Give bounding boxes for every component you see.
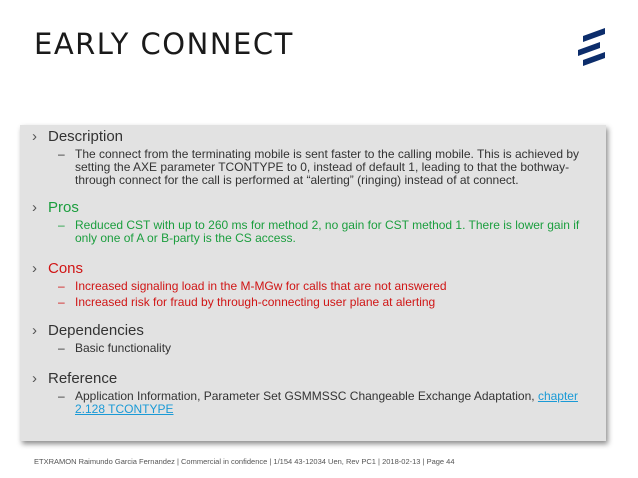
dependencies-text: Basic functionality bbox=[75, 341, 172, 355]
dependencies-heading: Dependencies bbox=[48, 322, 144, 339]
cons-item-1: Increased signaling load in the M-MGw for calls that are not answered bbox=[75, 279, 447, 293]
cons-heading: Cons bbox=[48, 260, 84, 277]
reference-description: Application Information, Parameter Set GSMMSSC Changeable Exchange Adaptation, bbox=[75, 389, 538, 403]
reference-chapter-link[interactable]: chapter 2.128 TCONTYPE bbox=[75, 389, 578, 417]
ericsson-logo-icon bbox=[574, 24, 608, 68]
dash-icon: – bbox=[58, 218, 65, 232]
slide-title: EARLY CONNECT bbox=[34, 27, 294, 61]
dash-icon: – bbox=[58, 147, 65, 161]
bullet-chevron-icon: › bbox=[32, 260, 37, 277]
reference-text bbox=[75, 390, 593, 416]
dash-icon: – bbox=[58, 295, 65, 309]
slide-footer: ETXRAMON Raimundo Garcia Fernandez | Commercial in confidence | 1/154 43-12034 Uen, Rev PC1 | 2018-02-13 | Page 44 bbox=[34, 457, 455, 466]
reference-heading: Reference bbox=[48, 370, 118, 387]
description-section bbox=[20, 128, 606, 190]
dash-icon: – bbox=[58, 341, 65, 355]
dependencies-section bbox=[20, 322, 606, 358]
description-heading: Description bbox=[48, 128, 124, 145]
bullet-chevron-icon: › bbox=[32, 322, 37, 339]
description-text: The connect from the terminating mobile is sent faster to the calling mobile. This is achieved by setting the AXE parameter TCONTYPE to 0, instead of default 1, leading to that the bothway-through connect for the call is performed at “alerting” (ringing) instead of at connect. bbox=[75, 147, 580, 188]
content-panel bbox=[20, 125, 606, 441]
bullet-chevron-icon: › bbox=[32, 199, 37, 216]
dash-icon: – bbox=[58, 389, 65, 403]
bullet-chevron-icon: › bbox=[32, 370, 37, 387]
pros-heading: Pros bbox=[48, 199, 79, 216]
cons-item-2: Increased risk for fraud by through-connecting user plane at alerting bbox=[75, 295, 436, 309]
bullet-chevron-icon: › bbox=[32, 128, 37, 145]
cons-section bbox=[20, 260, 606, 312]
reference-section bbox=[20, 370, 606, 420]
dash-icon: – bbox=[58, 279, 65, 293]
pros-section bbox=[20, 199, 606, 247]
pros-text: Reduced CST with up to 260 ms for method 2, no gain for CST method 1. There is lower gain if only one of A or B-party is the CS access. bbox=[75, 218, 580, 246]
